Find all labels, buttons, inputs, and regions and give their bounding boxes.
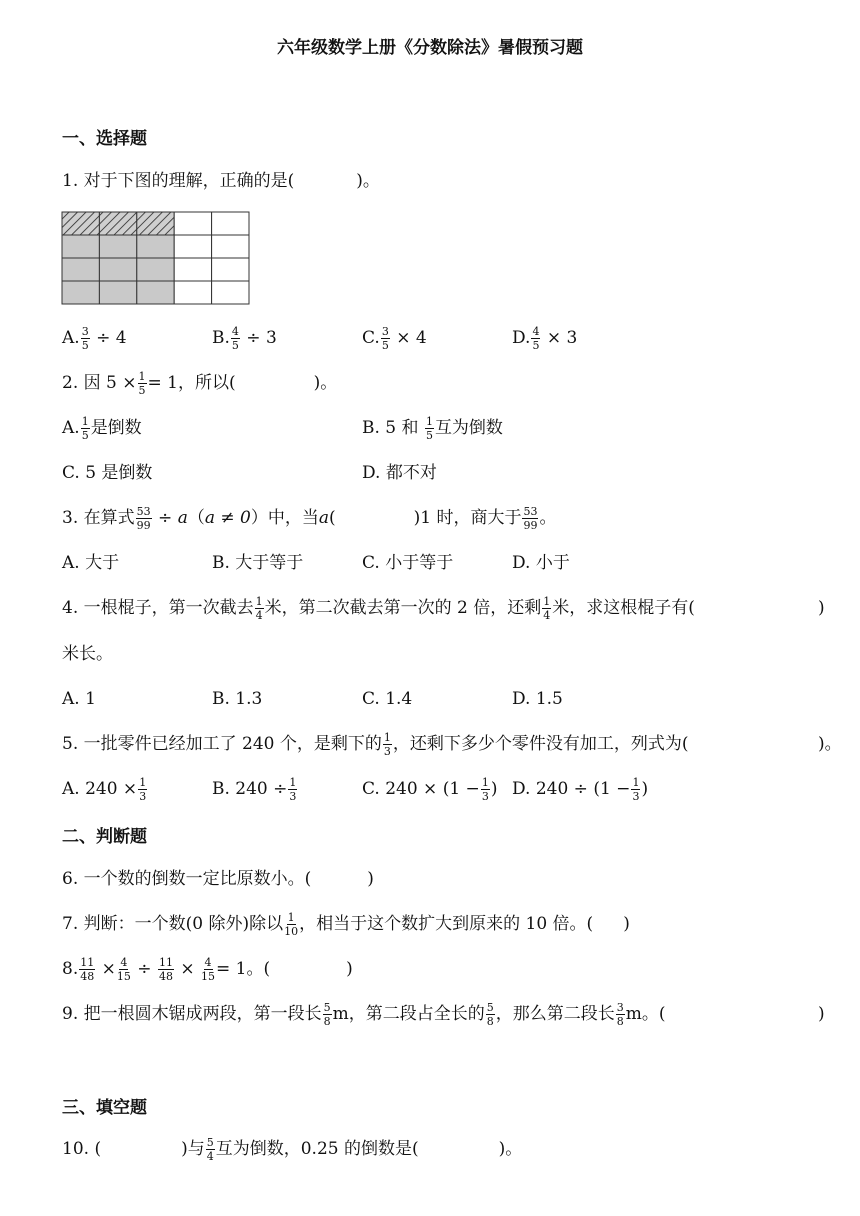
q5-close-paren: )。 [818, 734, 842, 754]
text-fragment: 。 [539, 508, 557, 528]
grid-cell-shaded [137, 258, 174, 281]
text-fragment: A. [62, 418, 80, 438]
fraction-denominator: 3 [139, 790, 147, 803]
fraction-numerator: 1 [81, 415, 89, 428]
text-fragment: 7. 判断：一个数(0 除外)除以 [62, 914, 284, 934]
grid-cell-shaded [62, 235, 99, 258]
q4-option-b[interactable]: B. 1.3 [212, 689, 263, 709]
fraction-numerator: 1 [383, 731, 391, 744]
fraction [288, 777, 297, 802]
fraction-denominator: 5 [81, 429, 89, 442]
text-fragment: ) [641, 779, 649, 799]
fraction [381, 326, 390, 351]
text-fragment: B. [212, 328, 230, 348]
q3-var-2: a [318, 508, 329, 528]
text-fragment: ÷ [137, 959, 152, 979]
question-8-stem [62, 957, 353, 982]
question-1-stem [62, 169, 380, 193]
fraction [79, 957, 95, 982]
text-fragment: 米，第二次截去第一次的 2 倍，还剩 [264, 598, 542, 618]
grid-cell-empty [212, 212, 249, 235]
fraction-numerator: 4 [120, 956, 128, 969]
q4-option-c[interactable]: C. 1.4 [362, 689, 413, 709]
text-fragment: ，相当于这个数扩大到原来的 10 倍。( [299, 914, 594, 934]
text-fragment: × 3 [541, 328, 578, 348]
grid-cell-hatched [99, 212, 136, 235]
grid-cell-shaded [62, 258, 99, 281]
fraction-denominator: 99 [523, 519, 538, 532]
fraction [522, 506, 538, 531]
section-heading-fill: 三、填空题 [62, 1098, 147, 1118]
text-fragment: × [101, 959, 116, 979]
q2-option-b[interactable] [362, 416, 503, 441]
question-7-stem [62, 912, 630, 937]
q9-close-paren: ) [818, 1004, 825, 1024]
text-fragment: ) [490, 779, 498, 799]
fraction [81, 416, 90, 441]
fraction-numerator: 5 [486, 1001, 494, 1014]
fraction [631, 777, 640, 802]
fraction-denominator: 3 [383, 745, 391, 758]
q3-option-b[interactable]: B. 大于等于 [212, 553, 304, 573]
q3-option-d[interactable]: D. 小于 [512, 553, 570, 573]
fraction-numerator: 3 [616, 1001, 624, 1014]
text-fragment: ) [623, 914, 630, 934]
fraction [425, 416, 434, 441]
fraction-denominator: 99 [136, 519, 151, 532]
text-fragment: )。 [356, 171, 380, 191]
fraction-denominator: 15 [116, 970, 131, 983]
text-fragment: ÷ 4 [90, 328, 127, 348]
fraction-denominator: 8 [486, 1015, 494, 1028]
text-fragment: 10. ( [62, 1139, 102, 1159]
text-fragment: a ≠ 0 [204, 508, 251, 528]
fraction [542, 596, 551, 621]
q1-option-d[interactable] [512, 326, 577, 351]
fraction-denominator: 5 [138, 384, 146, 397]
grid-cell-shaded [137, 281, 174, 304]
fraction-numerator: 3 [81, 325, 89, 338]
fraction [117, 957, 131, 982]
text-fragment: D. [512, 328, 531, 348]
fraction-numerator: 1 [139, 776, 147, 789]
fraction-numerator: 11 [158, 956, 173, 969]
fraction-denominator: 3 [289, 790, 297, 803]
text-fragment: )。 [498, 1139, 523, 1159]
text-fragment: ÷ [152, 508, 178, 528]
fraction-numerator: 53 [523, 505, 538, 518]
fraction-denominator: 48 [158, 970, 173, 983]
grid-cell-empty [174, 235, 211, 258]
q1-option-c[interactable] [362, 326, 427, 351]
q3-option-a[interactable]: A. 大于 [62, 553, 120, 573]
text-fragment: B. 5 和 [362, 418, 419, 438]
q5-option-b[interactable] [212, 777, 298, 802]
grid-cell-empty [212, 258, 249, 281]
grid-cell-empty [174, 212, 211, 235]
fraction-denominator: 5 [532, 339, 540, 352]
text-fragment: C. [362, 328, 380, 348]
text-fragment: A. 240 × [62, 779, 138, 799]
text-fragment: m。( [625, 1004, 666, 1024]
fraction-denominator: 3 [481, 790, 489, 803]
text-fragment: 5. 一批零件已经加工了 240 个，是剩下的 [62, 734, 382, 754]
fraction-numerator: 1 [543, 595, 551, 608]
page-title: 六年级数学上册《分数除法》暑假预习题 [277, 38, 583, 58]
q3-option-c[interactable]: C. 小于等于 [362, 553, 454, 573]
grid-cell-empty [174, 258, 211, 281]
text-fragment: ，还剩下多少个零件没有加工，列式为( [392, 734, 689, 754]
text-fragment: B. 240 ÷ [212, 779, 288, 799]
fraction [138, 371, 147, 396]
fraction-denominator: 10 [284, 925, 299, 938]
fraction-denominator: 4 [255, 609, 263, 622]
text-fragment: )。 [313, 373, 338, 393]
text-fragment: m，第二段占全长的 [332, 1004, 485, 1024]
fraction [616, 1002, 625, 1027]
q4-option-d[interactable]: D. 1.5 [512, 689, 563, 709]
q1-option-b[interactable] [212, 326, 277, 351]
fraction-denominator: 4 [206, 1150, 214, 1163]
text-fragment: 是倒数 [90, 418, 142, 438]
fraction-denominator: 5 [381, 339, 389, 352]
fraction [231, 326, 240, 351]
fraction-numerator: 1 [632, 776, 640, 789]
text-fragment: 8. [62, 959, 79, 979]
question-5-stem [62, 732, 689, 757]
fraction-numerator: 53 [136, 505, 151, 518]
question-6-stem [62, 867, 374, 891]
fraction [158, 957, 174, 982]
fraction [486, 1002, 495, 1027]
fraction-denominator: 48 [80, 970, 95, 983]
fraction [206, 1137, 215, 1162]
fraction-numerator: 1 [425, 415, 433, 428]
fraction-numerator: 4 [532, 325, 540, 338]
text-fragment: ÷ 3 [240, 328, 277, 348]
text-fragment: 2. 因 5 × [62, 373, 137, 393]
fraction-numerator: 1 [289, 776, 297, 789]
text-fragment: 6. 一个数的倒数一定比原数小。( [62, 869, 312, 889]
fraction-numerator: 11 [80, 956, 95, 969]
q2-option-a[interactable] [62, 416, 142, 441]
fraction [284, 912, 298, 937]
grid-cell-empty [212, 235, 249, 258]
fraction-denominator: 5 [81, 339, 89, 352]
fraction-denominator: 5 [231, 339, 239, 352]
fraction-numerator: 5 [323, 1001, 331, 1014]
grid-cell-empty [212, 281, 249, 304]
fraction [531, 326, 540, 351]
fraction-denominator: 3 [632, 790, 640, 803]
text-fragment: 米，求这根棍子有( [552, 598, 695, 618]
q4-option-a[interactable]: A. 1 [62, 689, 96, 709]
q5-option-d[interactable] [512, 777, 648, 802]
text-fragment: A. [62, 328, 80, 348]
grid-cell-hatched [62, 212, 99, 235]
fraction [323, 1002, 332, 1027]
fraction-numerator: 1 [255, 595, 263, 608]
text-fragment: ) [346, 959, 353, 979]
fraction-numerator: 3 [381, 325, 389, 338]
text-fragment: 1. 对于下图的理解，正确的是( [62, 171, 295, 191]
text-fragment: D. 240 ÷ (1 − [512, 779, 631, 799]
fraction [138, 777, 147, 802]
q2-option-c[interactable]: C. 5 是倒数 [62, 463, 153, 483]
fraction-numerator: 4 [231, 325, 239, 338]
text-fragment: = 1。( [216, 959, 271, 979]
text-fragment: = 1，所以( [147, 373, 236, 393]
fraction [201, 957, 215, 982]
fraction [255, 596, 264, 621]
text-fragment: 互为倒数 [434, 418, 503, 438]
fraction-numerator: 5 [206, 1136, 214, 1149]
question-4-line2: 米长。 [62, 644, 113, 664]
text-fragment: 3. 在算式 [62, 508, 135, 528]
section-heading-choice: 一、选择题 [62, 129, 147, 149]
grid-cell-hatched [137, 212, 174, 235]
grid-cell-shaded [62, 281, 99, 304]
question-9-stem [62, 1002, 666, 1027]
fraction-numerator: 1 [287, 911, 295, 924]
fraction [136, 506, 152, 531]
text-fragment: 4. 一根棍子，第一次截去 [62, 598, 254, 618]
text-fragment: × 4 [390, 328, 427, 348]
text-fragment: )1 时，商大于 [413, 508, 522, 528]
grid-cell-shaded [99, 258, 136, 281]
text-fragment: )与 [181, 1139, 205, 1159]
fraction [383, 732, 392, 757]
question-4-stem [62, 596, 695, 621]
text-fragment: ) [367, 869, 374, 889]
fraction-denominator: 8 [616, 1015, 624, 1028]
q1-option-a[interactable] [62, 326, 127, 351]
question-10-stem [62, 1137, 522, 1162]
q5-option-c[interactable] [362, 777, 497, 802]
grid-cell-shaded [99, 281, 136, 304]
fraction-denominator: 4 [543, 609, 551, 622]
text-fragment: ，那么第二段长 [495, 1004, 615, 1024]
grid-cell-shaded [137, 235, 174, 258]
text-fragment: （ [187, 508, 205, 528]
fraction-numerator: 1 [138, 370, 146, 383]
text-fragment: ( [328, 508, 336, 528]
fraction-denominator: 15 [201, 970, 216, 983]
text-fragment: 互为倒数，0.25 的倒数是( [215, 1139, 419, 1159]
section-heading-judge: 二、判断题 [62, 827, 147, 847]
question-3-stem [62, 506, 556, 531]
q5-option-a[interactable] [62, 777, 148, 802]
grid-cell-shaded [99, 235, 136, 258]
q2-option-d[interactable]: D. 都不对 [362, 463, 437, 483]
fraction-numerator: 1 [481, 776, 489, 789]
fraction-denominator: 8 [323, 1015, 331, 1028]
fraction [481, 777, 490, 802]
fraction-numerator: 4 [204, 956, 212, 969]
text-fragment: ）中，当 [250, 508, 319, 528]
text-fragment: a [177, 508, 188, 528]
text-fragment: C. 240 × (1 − [362, 779, 480, 799]
text-fragment: × [180, 959, 195, 979]
question-2-stem [62, 371, 337, 396]
grid-cell-empty [174, 281, 211, 304]
fraction-grid-figure [61, 211, 250, 305]
text-fragment: 9. 把一根圆木锯成两段，第一段长 [62, 1004, 322, 1024]
fraction [81, 326, 90, 351]
fraction-denominator: 5 [425, 429, 433, 442]
q4-close-paren: ) [818, 598, 825, 618]
